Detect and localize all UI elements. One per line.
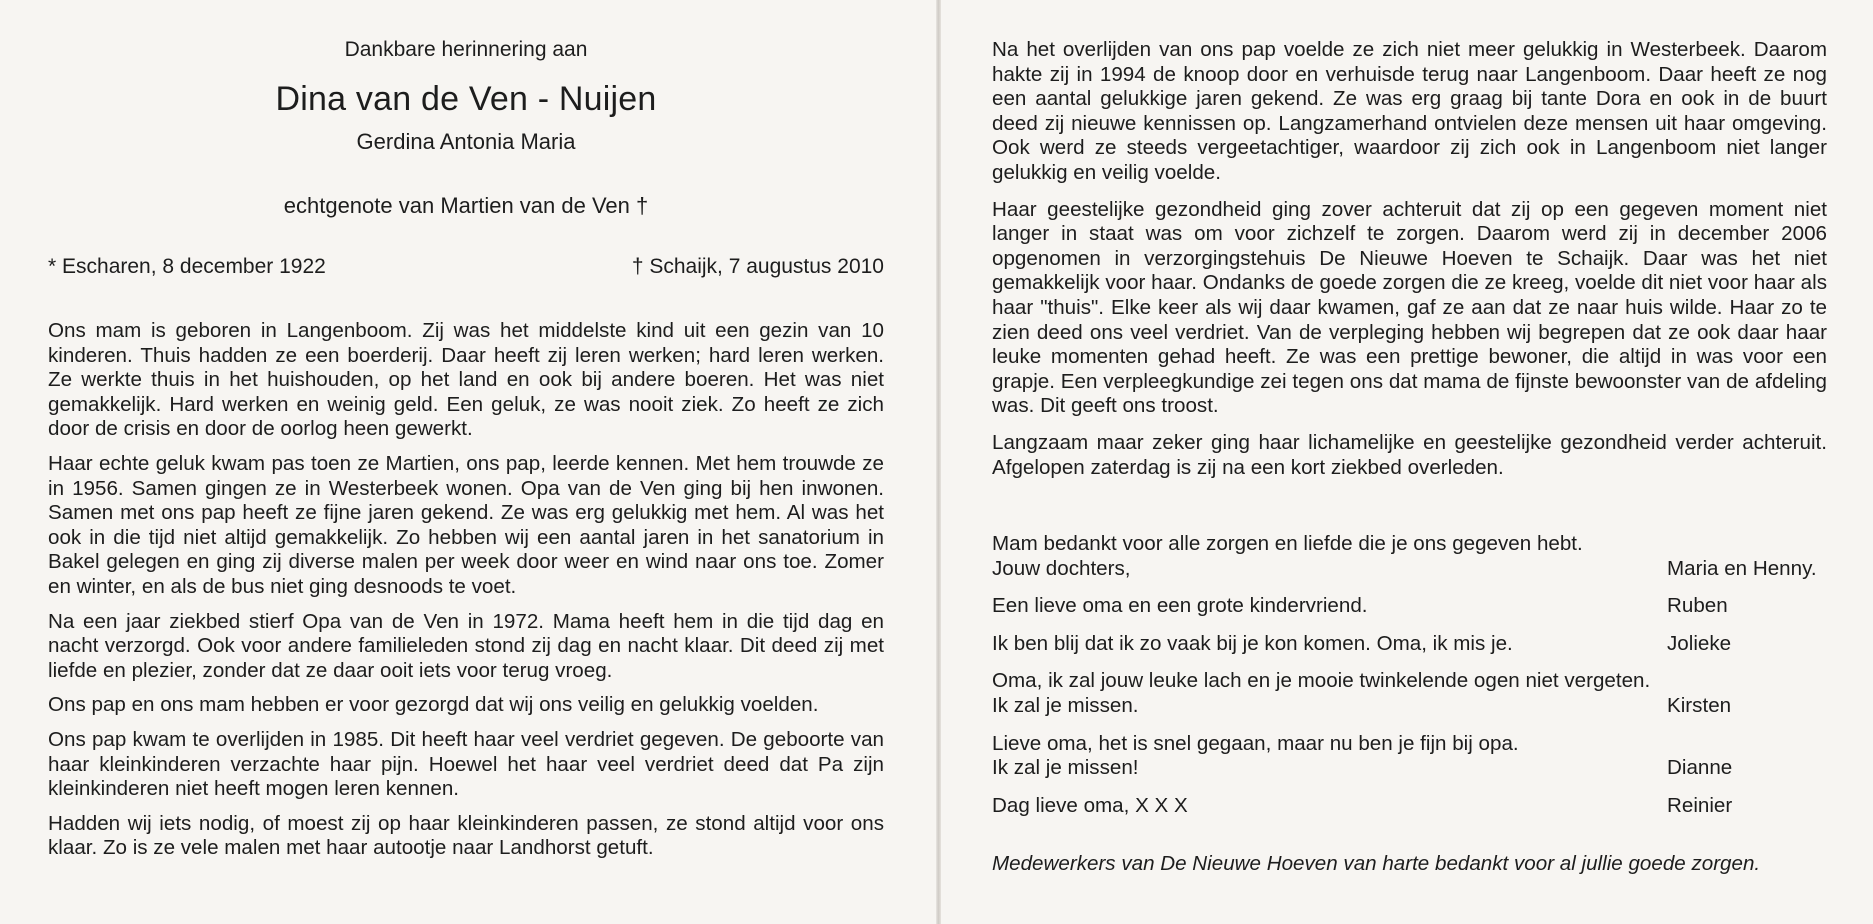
family-message [992, 632, 1827, 657]
family-message [992, 732, 1827, 781]
left-paragraph: Haar echte geluk kwam pas toen ze Martien, ons pap, leerde kennen. Met hem trouwde ze in 1956. Samen gingen ze in Westerbeek wonen. Opa van de Ven ging bij hen inwonen. Samen met ons pap heeft ze fijne jaren gekend. Ze was erg gelukkig met hem. Al was het ook in die tijd niet altijd gemakkelijk. Zo hebben wij een aantal jaren in het sanatorium in Bakel gelegen en ging zij diverse malen per week door weer en wind naar ons toe. Zomer en winter, en als de bus niet ging desnoods te voet. [48, 451, 884, 598]
left-paragraph: Na een jaar ziekbed stierf Opa van de Ven in 1972. Mama heeft hem in die tijd dag en nacht verzorgd. Ook voor andere familieleden stond zij dag en nacht klaar. Dit deed zij met liefde en plezier, zonder dat ze daar ooit iets voor terug vroeg. [48, 609, 884, 682]
right-page [941, 0, 1873, 924]
message-text: Mam bedankt voor alle zorgen en liefde die je ons gegeven hebt. [992, 532, 1583, 556]
section-spacer [992, 492, 1827, 532]
family-message [992, 532, 1827, 581]
message-text: Oma, ik zal jouw leuke lach en je mooie twinkelende ogen niet vergeten. [992, 669, 1651, 693]
left-paragraph: Ons pap en ons mam hebben er voor gezorgd dat wij ons veilig en gelukkig voelden. [48, 693, 819, 717]
message-signature: Maria en Henny. [1667, 556, 1817, 580]
death-date: † Schaijk, 7 augustus 2010 [631, 255, 884, 278]
message-signature: Ruben [1667, 594, 1728, 618]
message-text: Ik zal je missen. [992, 694, 1139, 718]
birth-date: * Escharen, 8 december 1922 [48, 255, 326, 278]
left-paragraph: Hadden wij iets nodig, of moest zij op haar kleinkinderen passen, ze stond altijd voor ons klaar. Zo is ze vele malen met haar autootje naar Landhorst getuft. [48, 811, 884, 860]
message-text: Dag lieve oma, X X X [992, 793, 1188, 817]
left-paragraph: Ons pap kwam te overlijden in 1985. Dit heeft haar veel verdriet gegeven. De geboorte van haar kleinkinderen verzachte haar pijn. Hoewel het haar veel verdriet deed dat Pa zijn kleinkinderen niet heeft mogen leren kennen. [48, 727, 884, 801]
family-message [992, 594, 1827, 619]
message-text: Jouw dochters, [992, 556, 1131, 580]
spouse-line: echtgenote van Martien van de Ven † [283, 193, 649, 218]
left-paragraph: Ons mam is geboren in Langenboom. Zij was het middelste kind uit een gezin van 10 kinderen. Thuis hadden ze een boerderij. Daar heeft zij leren werken; hard leren werken. Ze werkte thuis in het huishouden, op het land en ook bij andere boeren. Het was niet gemakkelijk. Hard werken en weinig geld. Een geluk, ze was nooit ziek. Zo heeft ze zich door de crisis en door de oorlog heen gewerkt. [48, 319, 884, 441]
intro-line: Dankbare herinnering aan [344, 38, 588, 61]
right-paragraph: Na het overlijden van ons pap voelde ze zich niet meer gelukkig in Westerbeek. Daarom hakte zij in 1994 de knoop door en verhuisde terug naar Langenboom. Daar heeft ze nog een aantal gelukkige jaren gekend. Ze was erg graag bij tante Dora en ook in de buurt deed zij nieuwe kennissen op. Langzamerhand ontvielen deze mensen uit haar omgeving. Ook werd ze steeds vergeetachtiger, waardoor zij zich ook in Langenboom niet langer gelukkig en veilig voelde. [992, 38, 1827, 184]
dates-row [48, 255, 884, 279]
message-text: Lieve oma, het is snel gegaan, maar nu ben je fijn bij opa. [992, 731, 1519, 755]
deceased-name: Dina van de Ven - Nuijen [275, 80, 657, 118]
message-signature: Jolieke [1667, 631, 1732, 655]
message-signature: Reinier [1667, 793, 1733, 817]
staff-thanks: Medewerkers van De Nieuwe Hoeven van harte bedankt voor al jullie goede zorgen. [992, 852, 1761, 876]
message-signature: Kirsten [1667, 694, 1732, 718]
message-text: Een lieve oma en een grote kindervriend. [992, 594, 1368, 618]
right-paragraph: Langzaam maar zeker ging haar lichamelijke en geestelijke gezondheid verder achteruit. Afgelopen zaterdag is zij na een kort ziekbed overleden. [992, 430, 1827, 479]
message-text: Ik ben blij dat ik zo vaak bij je kon komen. Oma, ik mis je. [992, 631, 1513, 655]
family-message [992, 794, 1827, 819]
right-paragraph: Haar geestelijke gezondheid ging zover achteruit dat zij op een gegeven moment niet langer in staat was om voor zichzelf te zorgen. Daarom werd zij in december 2006 opgenomen in verzorgingstehuis De Nieuwe Hoeven te Schaijk. Daar was het niet gemakkelijk voor haar. Ondanks de goede zorgen die ze kreeg, voelde dit niet voor haar als haar "thuis". Elke keer als wij daar kwamen, gaf ze aan dat ze naar huis wilde. Haar zo te zien deed ons veel verdriet. Van de verpleging hebben wij begrepen dat ze ook daar haar leuke momenten gehad heeft. Ze was een prettige bewoner, die altijd in was voor een grapje. Een verpleegkundige zei tegen ons dat mama de fijnste bewoonster van de afdeling was. Dit geeft ons troost. [992, 197, 1827, 418]
message-signature: Dianne [1667, 756, 1733, 780]
message-text: Ik zal je missen! [992, 756, 1139, 780]
family-message [992, 669, 1827, 718]
given-names: Gerdina Antonia Maria [356, 129, 576, 154]
